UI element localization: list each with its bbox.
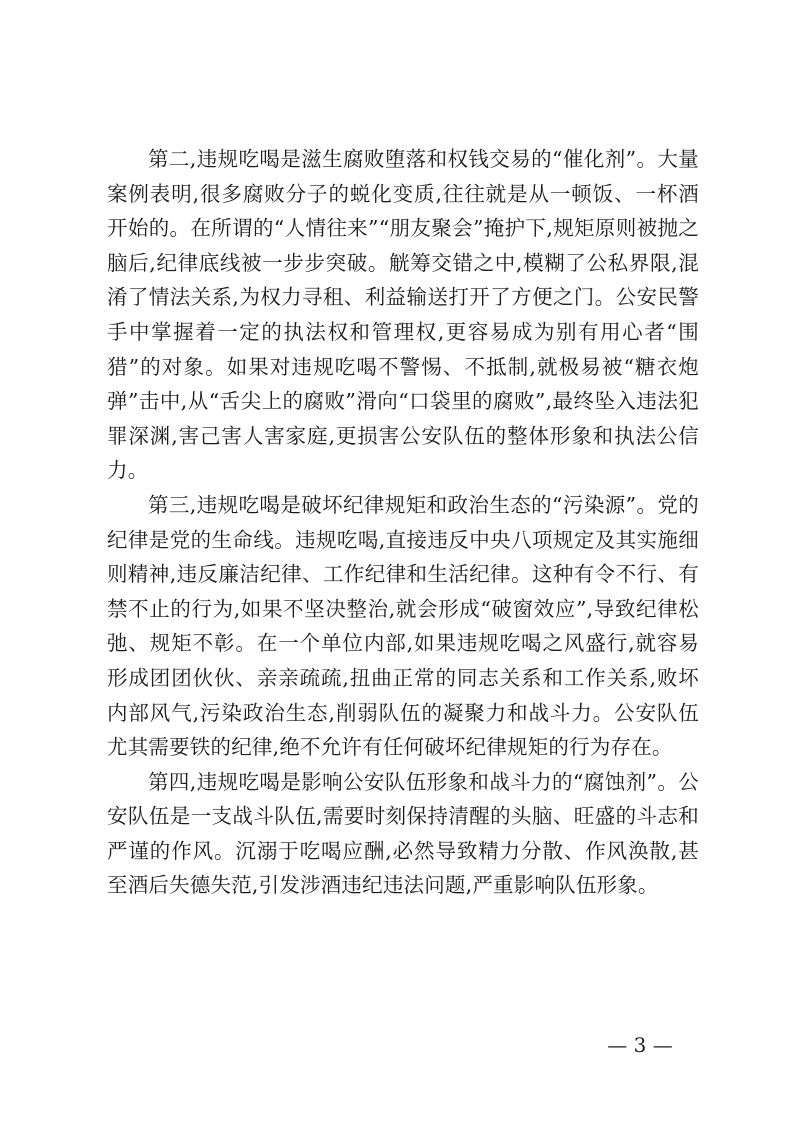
paragraph-third-point: 第三,违规吃喝是破坏纪律规矩和政治生态的“污染源”。党的纪律是党的生命线。违规吃喝,直接违反中央八项规定及其实施细则精神,违反廉洁纪律、工作纪律和生活纪律。这种有令不行、有禁不止的行为,如果不坚决整治,就会形成“破窗效应”,导致纪律松弛、规矩不彰。在一个单位内部,如果违规吃喝之风盛行,就容易形成团团伙伙、亲亲疏疏,扭曲正常的同志关系和工作关系,败坏内部风气,污染政治生态,削弱队伍的凝聚力和战斗力。公安队伍尤其需要铁的纪律,绝不允许有任何破坏纪律规矩的行为存在。 [107,492,699,760]
paragraph-fourth-point: 第四,违规吃喝是影响公安队伍形象和战斗力的“腐蚀剂”。公安队伍是一支战斗队伍,需要时刻保持清醒的头脑、旺盛的斗志和严谨的作风。沉溺于吃喝应酬,必然导致精力分散、作风涣散,甚至酒后失德失范,引发涉酒违纪违法问题,严重影响队伍形象。 [107,769,699,898]
document-body [107,142,699,903]
page-number: — 3 — [607,1033,673,1057]
paragraph-second-point: 第二,违规吃喝是滋生腐败堕落和权钱交易的“催化剂”。大量案例表明,很多腐败分子的蜕化变质,往往就是从一顿饭、一杯酒开始的。在所谓的“人情往来”“朋友聚会”掩护下,规矩原则被抛之脑后,纪律底线被一步步突破。觥筹交错之中,模糊了公私界限,混淆了情法关系,为权力寻租、利益输送打开了方便之门。公安民警手中掌握着一定的执法权和管理权,更容易成为别有用心者“围猎”的对象。如果对违规吃喝不警惕、不抵制,就极易被“糖衣炮弹”击中,从“舌尖上的腐败”滑向“口袋里的腐败”,最终坠入违法犯罪深渊,害己害人害家庭,更损害公安队伍的整体形象和执法公信力。 [107,147,699,483]
